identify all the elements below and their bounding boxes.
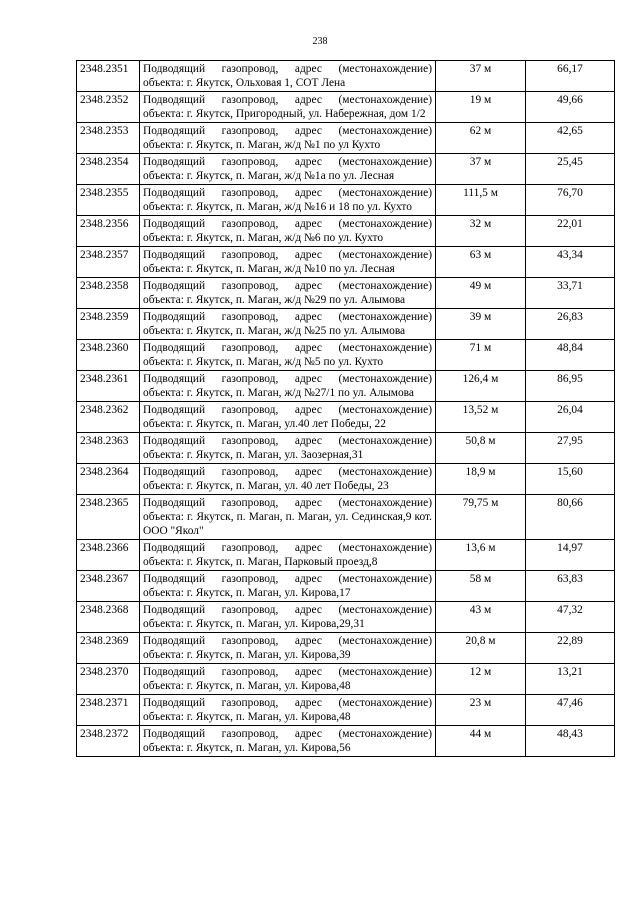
description-cell: Подводящий газопровод, адрес (местонахождение) объекта: г. Якутск, п. Маган, ул. Кирова,39	[140, 633, 436, 664]
table-row	[77, 123, 615, 154]
value-cell: 22,89	[526, 633, 615, 664]
table-row	[77, 61, 615, 92]
value-cell: 47,46	[526, 695, 615, 726]
length-cell: 32 м	[436, 216, 526, 247]
table-row	[77, 464, 615, 495]
item-number-cell: 2348.2362	[77, 402, 140, 433]
value-cell: 26,04	[526, 402, 615, 433]
length-cell: 23 м	[436, 695, 526, 726]
item-number-cell: 2348.2356	[77, 216, 140, 247]
table-row	[77, 571, 615, 602]
item-number-cell: 2348.2371	[77, 695, 140, 726]
item-number-cell: 2348.2367	[77, 571, 140, 602]
description-cell: Подводящий газопровод, адрес (местонахождение) объекта: г. Якутск, Пригородный, ул. Набережная, дом 1/2	[140, 92, 436, 123]
item-number-cell: 2348.2369	[77, 633, 140, 664]
value-cell: 42,65	[526, 123, 615, 154]
value-cell: 86,95	[526, 371, 615, 402]
length-cell: 58 м	[436, 571, 526, 602]
description-cell: Подводящий газопровод, адрес (местонахождение) объекта: г. Якутск, п. Маган, ж/д №1а по ул. Лесная	[140, 154, 436, 185]
item-number-cell: 2348.2366	[77, 540, 140, 571]
description-cell: Подводящий газопровод, адрес (местонахождение) объекта: г. Якутск, п. Маган, ул.40 лет Победы, 22	[140, 402, 436, 433]
table-row	[77, 247, 615, 278]
value-cell: 14,97	[526, 540, 615, 571]
table-row	[77, 726, 615, 757]
description-cell: Подводящий газопровод, адрес (местонахождение) объекта: г. Якутск, п. Маган, ул. Кирова,29,31	[140, 602, 436, 633]
description-cell: Подводящий газопровод, адрес (местонахождение) объекта: г. Якутск, п. Маган, Парковый проезд,8	[140, 540, 436, 571]
description-cell: Подводящий газопровод, адрес (местонахождение) объекта: г. Якутск, п. Маган, ж/д №27/1 по ул. Алымова	[140, 371, 436, 402]
description-cell: Подводящий газопровод, адрес (местонахождение) объекта: г. Якутск, п. Маган, ж/д №29 по ул. Алымова	[140, 278, 436, 309]
registry-table-body	[77, 61, 615, 757]
table-row	[77, 402, 615, 433]
description-cell: Подводящий газопровод, адрес (местонахождение) объекта: г. Якутск, п. Маган, ж/д №10 по ул. Лесная	[140, 247, 436, 278]
table-row	[77, 340, 615, 371]
item-number-cell: 2348.2351	[77, 61, 140, 92]
item-number-cell: 2348.2355	[77, 185, 140, 216]
table-row	[77, 633, 615, 664]
item-number-cell: 2348.2358	[77, 278, 140, 309]
item-number-cell: 2348.2372	[77, 726, 140, 757]
length-cell: 79,75 м	[436, 495, 526, 540]
value-cell: 27,95	[526, 433, 615, 464]
description-cell: Подводящий газопровод, адрес (местонахождение) объекта: г. Якутск, п. Маган, п. Маган, ул. Сединская,9 кот. ООО "Якол"	[140, 495, 436, 540]
table-row	[77, 540, 615, 571]
item-number-cell: 2348.2370	[77, 664, 140, 695]
value-cell: 66,17	[526, 61, 615, 92]
value-cell: 26,83	[526, 309, 615, 340]
item-number-cell: 2348.2353	[77, 123, 140, 154]
description-cell: Подводящий газопровод, адрес (местонахождение) объекта: г. Якутск, п. Маган, ул. Кирова,48	[140, 664, 436, 695]
length-cell: 63 м	[436, 247, 526, 278]
length-cell: 13,6 м	[436, 540, 526, 571]
table-row	[77, 278, 615, 309]
item-number-cell: 2348.2352	[77, 92, 140, 123]
value-cell: 22,01	[526, 216, 615, 247]
item-number-cell: 2348.2365	[77, 495, 140, 540]
length-cell: 13,52 м	[436, 402, 526, 433]
value-cell: 15,60	[526, 464, 615, 495]
length-cell: 37 м	[436, 154, 526, 185]
length-cell: 126,4 м	[436, 371, 526, 402]
table-row	[77, 664, 615, 695]
item-number-cell: 2348.2364	[77, 464, 140, 495]
table-row	[77, 154, 615, 185]
value-cell: 63,83	[526, 571, 615, 602]
description-cell: Подводящий газопровод, адрес (местонахождение) объекта: г. Якутск, п. Маган, ж/д №6 по ул. Кухто	[140, 216, 436, 247]
description-cell: Подводящий газопровод, адрес (местонахождение) объекта: г. Якутск, п. Маган, ул. Заозерная,31	[140, 433, 436, 464]
length-cell: 37 м	[436, 61, 526, 92]
table-row	[77, 92, 615, 123]
table-row	[77, 495, 615, 540]
description-cell: Подводящий газопровод, адрес (местонахождение) объекта: г. Якутск, п. Маган, ж/д №25 по ул. Алымова	[140, 309, 436, 340]
description-cell: Подводящий газопровод, адрес (местонахождение) объекта: г. Якутск, Ольховая 1, СОТ Лена	[140, 61, 436, 92]
table-row	[77, 309, 615, 340]
length-cell: 19 м	[436, 92, 526, 123]
length-cell: 62 м	[436, 123, 526, 154]
description-cell: Подводящий газопровод, адрес (местонахождение) объекта: г. Якутск, п. Маган, ул. Кирова,17	[140, 571, 436, 602]
description-cell: Подводящий газопровод, адрес (местонахождение) объекта: г. Якутск, п. Маган, ул. Кирова,48	[140, 695, 436, 726]
value-cell: 48,84	[526, 340, 615, 371]
description-cell: Подводящий газопровод, адрес (местонахождение) объекта: г. Якутск, п. Маган, ж/д №1 по ул Кухто	[140, 123, 436, 154]
description-cell: Подводящий газопровод, адрес (местонахождение) объекта: г. Якутск, п. Маган, ж/д №16 и 18 по ул. Кухто	[140, 185, 436, 216]
value-cell: 49,66	[526, 92, 615, 123]
length-cell: 50,8 м	[436, 433, 526, 464]
length-cell: 71 м	[436, 340, 526, 371]
value-cell: 47,32	[526, 602, 615, 633]
length-cell: 18,9 м	[436, 464, 526, 495]
item-number-cell: 2348.2354	[77, 154, 140, 185]
value-cell: 43,34	[526, 247, 615, 278]
description-cell: Подводящий газопровод, адрес (местонахождение) объекта: г. Якутск, п. Маган, ж/д №5 по ул. Кухто	[140, 340, 436, 371]
table-row	[77, 216, 615, 247]
item-number-cell: 2348.2361	[77, 371, 140, 402]
asset-registry-table	[76, 60, 615, 757]
table-row	[77, 371, 615, 402]
item-number-cell: 2348.2363	[77, 433, 140, 464]
length-cell: 49 м	[436, 278, 526, 309]
length-cell: 44 м	[436, 726, 526, 757]
item-number-cell: 2348.2368	[77, 602, 140, 633]
length-cell: 12 м	[436, 664, 526, 695]
length-cell: 20,8 м	[436, 633, 526, 664]
item-number-cell: 2348.2359	[77, 309, 140, 340]
value-cell: 13,21	[526, 664, 615, 695]
value-cell: 76,70	[526, 185, 615, 216]
item-number-cell: 2348.2360	[77, 340, 140, 371]
table-row	[77, 695, 615, 726]
value-cell: 80,66	[526, 495, 615, 540]
description-cell: Подводящий газопровод, адрес (местонахождение) объекта: г. Якутск, п. Маган, ул. Кирова,56	[140, 726, 436, 757]
description-cell: Подводящий газопровод, адрес (местонахождение) объекта: г. Якутск, п. Маган, ул. 40 лет Победы, 23	[140, 464, 436, 495]
table-row	[77, 185, 615, 216]
value-cell: 25,45	[526, 154, 615, 185]
table-row	[77, 433, 615, 464]
item-number-cell: 2348.2357	[77, 247, 140, 278]
table-row	[77, 602, 615, 633]
length-cell: 43 м	[436, 602, 526, 633]
value-cell: 33,71	[526, 278, 615, 309]
value-cell: 48,43	[526, 726, 615, 757]
length-cell: 111,5 м	[436, 185, 526, 216]
length-cell: 39 м	[436, 309, 526, 340]
page-number: 238	[312, 36, 328, 47]
